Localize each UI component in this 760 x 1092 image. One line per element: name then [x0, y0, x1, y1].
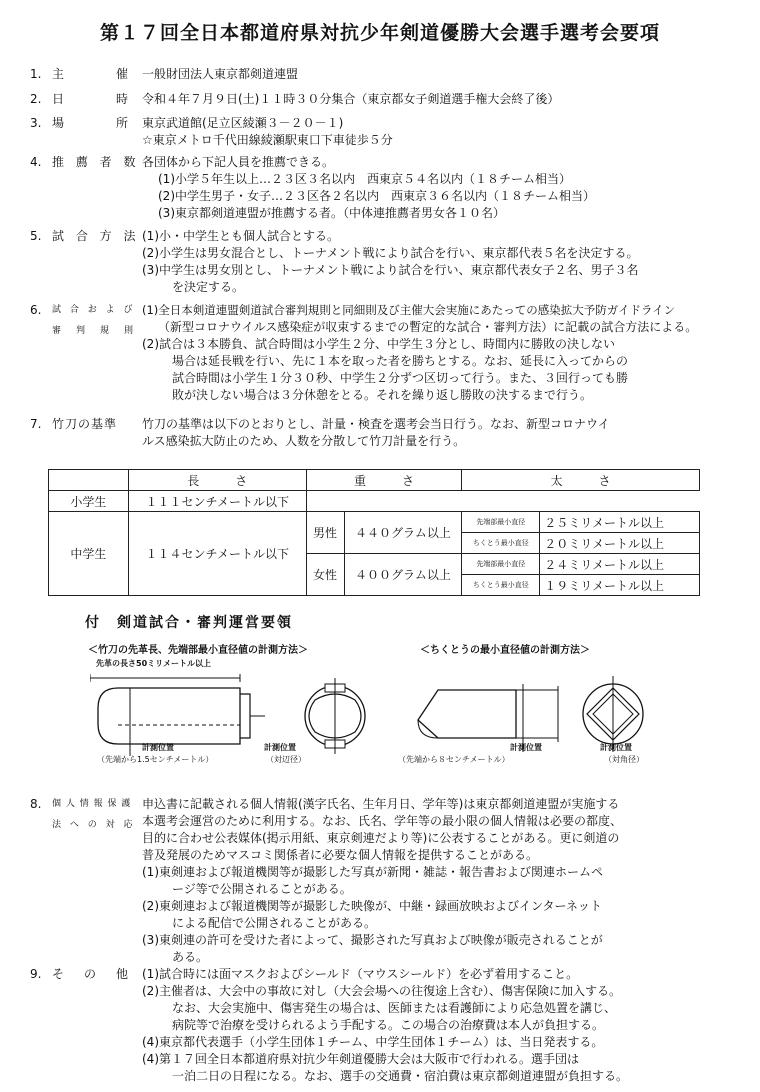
section-text: ージ等で公開されることがある。 [172, 882, 352, 896]
section-text: ある。 [172, 950, 209, 964]
figure-1-note: 先革の長さ50ミリメートル以上 [96, 659, 211, 668]
header-length: 長 さ [128, 470, 306, 491]
section-text: 竹刀の基準は以下のとおりとし、計量・検査を選考会当日行う。なお、新型コロナウイ [142, 417, 610, 431]
row-label-junior: 中学生 [49, 512, 129, 596]
section-text: 令和４年７月９日(土)１１時３０分集合（東京都女子剣道選手権大会終了後） [142, 92, 560, 106]
section-number: 7. [30, 417, 42, 431]
cell-weight: ４００グラム以上 [344, 554, 462, 596]
section-text: 一泊二日の日程になる。なお、選手の交通費・宿泊費は東京都剣道連盟が負担する。 [172, 1069, 629, 1083]
section-text: (2)小学生は男女混合とし、トーナメント戦により試合を行い、東京都代表５名を決定する。 [142, 246, 639, 260]
section-number: 4. [30, 155, 42, 169]
figure-2-position: 計測位置 [510, 743, 542, 752]
cell-thickness: １９ミリメートル以上 [540, 575, 700, 596]
table-header-row [49, 470, 700, 491]
section-text: (1)試合時には面マスクおよびシールド（マウスシールド）を必ず着用すること。 [142, 967, 579, 981]
appendix-heading: 付 剣道試合・審判運営要領 [85, 615, 293, 631]
cell-chikuto-label: ちくとう最小直径 [462, 575, 540, 596]
section-label-line: 審 判 規 則 [52, 326, 137, 336]
figure-2-position-2-note: （対角径） [604, 755, 644, 764]
cell-tip-label: 先端部最小直径 [462, 512, 540, 533]
section-text: 普及発展のためマスコミ関係者に必要な個人情報を提供することがある。 [142, 848, 539, 862]
header-thickness: 太 さ [462, 470, 700, 491]
cell-length: １１４センチメートル以下 [128, 512, 306, 596]
table-row [49, 491, 700, 512]
section-number: 2. [30, 92, 42, 106]
section-text: 病院等で治療を受けられるよう手配する。この場合の治療費は本人が負担する。 [172, 1018, 605, 1032]
cell-length: １１１センチメートル以下 [128, 491, 306, 512]
section-text: 東京武道館(足立区綾瀬３－２０－１) [142, 116, 344, 130]
section-label-line: 試 合 お よ び [52, 305, 136, 315]
section-text: (1)小・中学生とも個人試合とする。 [142, 229, 339, 243]
cell-thickness: ２５ミリメートル以上 [540, 512, 700, 533]
section-label-line: 法 へ の 対 応 [52, 820, 136, 830]
section-label: 場 所 [52, 116, 133, 130]
section-text: (1)小学５年生以上…２３区３名以内 西東京５４名以内（１８チーム相当） [158, 172, 572, 186]
section-text: 一般財団法人東京都剣道連盟 [142, 67, 299, 81]
section-label [52, 796, 148, 834]
figure-1-position: 計測位置 [142, 743, 174, 752]
section-label: 日 時 [52, 92, 133, 106]
section-number: 6. [30, 303, 42, 317]
cell-thickness: ２４ミリメートル以上 [540, 554, 700, 575]
figure-1-position-2: 計測位置 [264, 743, 296, 752]
section-text: (1)東剣連および報道機関等が撮影した写真が新聞・雑誌・報告書および関連ホームペ [142, 865, 604, 879]
section-text: ☆東京メトロ千代田線綾瀬駅東口下車徒歩５分 [142, 133, 393, 147]
cell-female: 女性 [306, 554, 344, 596]
section-text: (4)第１７回全日本都道府県対抗少年剣道優勝大会は大阪市で行われる。選手団は [142, 1052, 580, 1066]
section-text: なお、大会実施中、傷害発生の場合は、医師または看護師により応急処置を講じ、 [172, 1001, 617, 1015]
shinai-standard-table [48, 469, 700, 596]
section-label: 試 合 方 法 [52, 229, 140, 243]
section-text: ルス感染拡大防止のため、人数を分散して竹刀計量を行う。 [142, 434, 466, 448]
section-text: (2)中学生男子・女子…２３区各２名以内 西東京３６名以内（１８チーム相当） [158, 189, 596, 203]
figure-1-position-note: （先端から1.5センチメートル） [97, 755, 214, 764]
section-label: そ の 他 [52, 967, 133, 981]
section-number: 1. [30, 67, 42, 81]
section-text: (2)東剣連および報道機関等が撮影した映像が、中継・録画放映およびインターネット [142, 899, 602, 913]
section-text: 各団体から下記人員を推薦できる。 [142, 155, 335, 169]
section-text: を決定する。 [172, 280, 245, 294]
section-text: (1)全日本剣道連盟剣道試合審判規則と同細則及び主催大会実施にあたっての感染拡大予防ガイドライン [142, 303, 676, 317]
header-weight: 重 さ [306, 470, 462, 491]
cell-chikuto-label: ちくとう最小直径 [462, 533, 540, 554]
section-text: (3)中学生は男女別とし、トーナメント戦により試合を行い、東京都代表女子２名、男子３名 [142, 263, 639, 277]
shinai-tip-diagram [90, 670, 400, 760]
section-text: (2)主催者は、大会中の事故に対し（大会会場への往復途上含む）、傷害保険に加入する。 [142, 984, 622, 998]
section-label [52, 302, 148, 340]
section-text: 試合時間は小学生１分３０秒、中学生２分ずつ区切って行う。また、３回行っても勝 [172, 371, 629, 385]
section-label: 推 薦 者 数 [52, 155, 140, 169]
section-text: (2)試合は３本勝負、試合時間は小学生２分、中学生３分とし、時間内に勝敗の決しない [142, 337, 616, 351]
figure-2-title: ＜ちくとうの最小直径値の計測方法＞ [420, 645, 590, 656]
section-text: (3)東京都剣道連盟が推薦する者。（中体連推薦者男女各１０名） [158, 206, 506, 220]
figure-1-title: ＜竹刀の先革長、先端部最小直径値の計測方法＞ [88, 645, 308, 656]
section-number: 8. [30, 797, 42, 811]
row-label-elementary: 小学生 [49, 491, 129, 512]
section-text: (4)東京都代表選手（小学生団体１チーム、中学生団体１チーム）は、当日発表する。 [142, 1035, 604, 1049]
section-text: (3)東剣連の許可を受けた者によって、撮影された写真および映像が販売されることが [142, 933, 603, 947]
section-number: 5. [30, 229, 42, 243]
section-text: による配信で公開されることがある。 [172, 916, 377, 930]
cell-tip-label: 先端部最小直径 [462, 554, 540, 575]
section-text: 目的に合わせ公表媒体(掲示用紙、東京剣連だより等)に公表することがある。更に剣道の [142, 831, 620, 845]
section-text: 本選考会運営のために利用する。なお、氏名、学年等の最小限の個人情報は必要の都度、 [142, 814, 623, 828]
figure-1-position-2-note: （対辺径） [266, 755, 306, 764]
section-text: （新型コロナウイルス感染症が収束するまでの暫定的な試合・審判方法）に記載の試合方法による。 [158, 320, 698, 334]
section-text: 場合は延長戦を行い、先に１本を取った者を勝ちとする。なお、延長に入ってからの [172, 354, 629, 368]
cell-male: 男性 [306, 512, 344, 554]
table-row [49, 512, 700, 533]
figure-2-position-2: 計測位置 [600, 743, 632, 752]
cell-weight: ４４０グラム以上 [344, 512, 462, 554]
page-title: 第１７回全日本都道府県対抗少年剣道優勝大会選手選考会要項 [99, 22, 660, 44]
figure-2-position-note: （先端から８センチメートル） [398, 755, 510, 764]
section-number: 9. [30, 967, 42, 981]
cell-thickness: ２０ミリメートル以上 [540, 533, 700, 554]
section-label: 主 催 [52, 67, 133, 81]
section-text: 敗が決しない場合は３分休憩をとる。それを繰り返し勝敗の決するまで行う。 [172, 388, 593, 402]
section-label-line: 個 人 情 報 保 護 [52, 799, 132, 809]
section-text: 申込書に記載される個人情報(漢字氏名、生年月日、学年等)は東京都剣道連盟が実施する [142, 797, 620, 811]
section-number: 3. [30, 116, 42, 130]
section-label: 竹刀の基準 [52, 417, 118, 431]
